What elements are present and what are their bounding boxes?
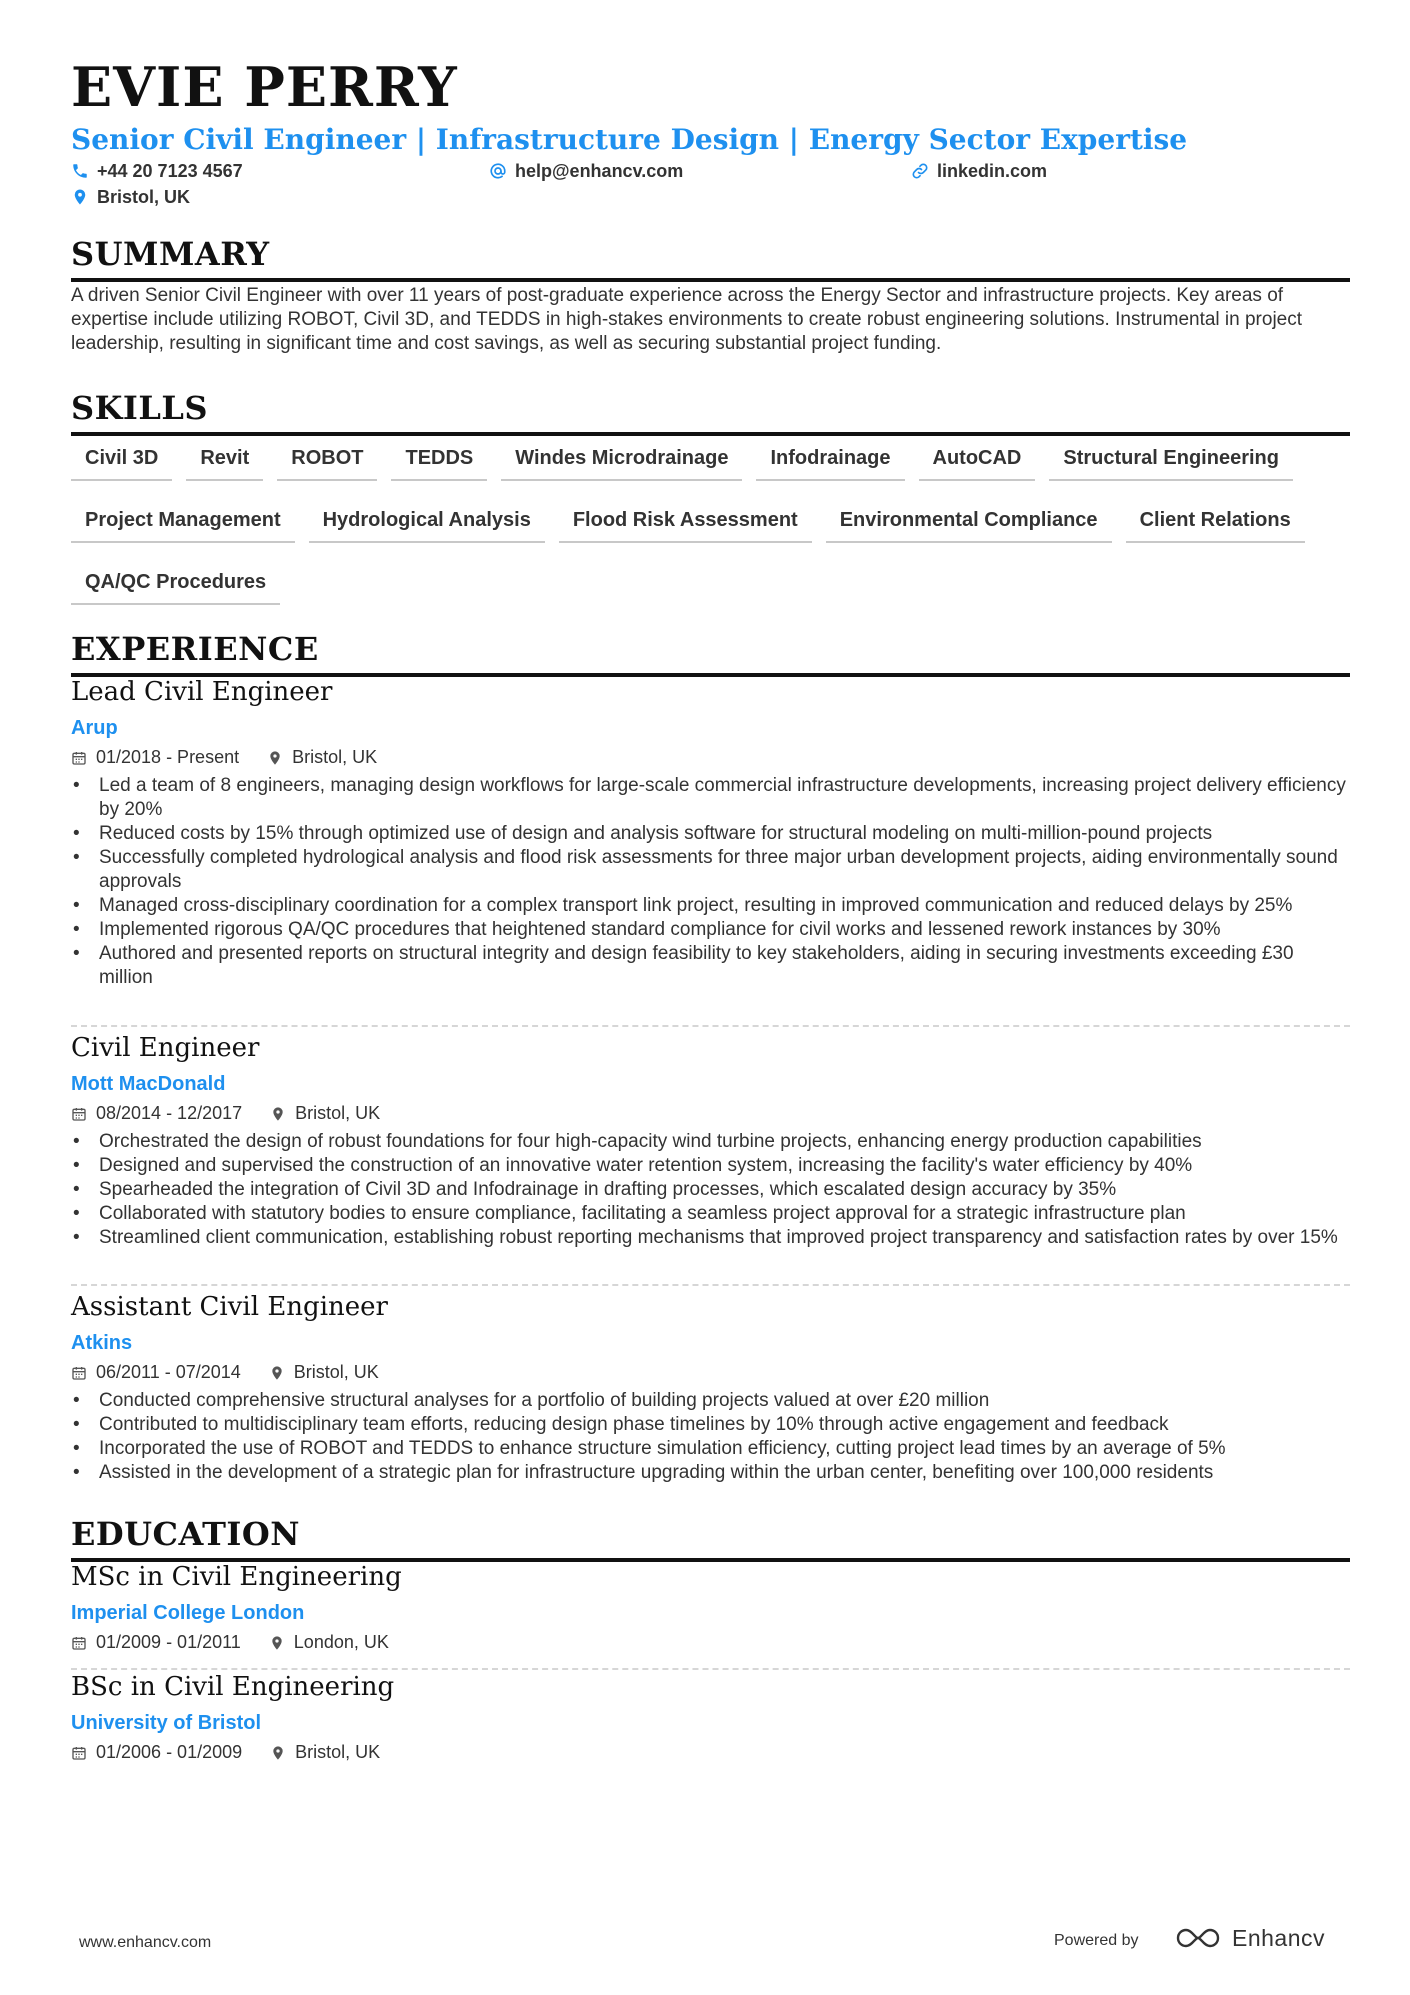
- bullet-item: • Implemented rigorous QA/QC procedures that heightened standard compliance for civil works and lessened rework instances by 30%: [71, 918, 1350, 942]
- bullet-item: • Managed cross-disciplinary coordination for a complex transport link project, resulting in improved communication and reduced delays by 25%: [71, 894, 1350, 918]
- education-location: London, UK: [293, 1632, 389, 1653]
- headline: Senior Civil Engineer | Infrastructure Design | Energy Sector Expertise: [71, 123, 1188, 156]
- education-meta: [71, 1742, 1350, 1764]
- calendar-icon: [71, 1745, 87, 1761]
- job-entry: [71, 677, 1350, 990]
- entry-divider: [71, 1668, 1350, 1670]
- linkedin-text: linkedin.com: [937, 161, 1048, 181]
- bullet-item: • Contributed to multidisciplinary team efforts, reducing design phase timelines by 10% through active engagement and feedback: [71, 1413, 1350, 1437]
- job-entry: [71, 1033, 1350, 1250]
- skill-tag: Client Relations: [1126, 502, 1305, 543]
- skill-tag: Structural Engineering: [1049, 440, 1293, 481]
- candidate-name: EVIE PERRY: [71, 55, 458, 119]
- job-dates: 08/2014 - 12/2017: [96, 1103, 243, 1124]
- brand-logo[interactable]: [1174, 1924, 1325, 1952]
- job-title: Assistant Civil Engineer: [71, 1292, 388, 1322]
- skill-tag: Flood Risk Assessment: [559, 502, 812, 543]
- job-title: Civil Engineer: [71, 1033, 260, 1063]
- powered-by-label: Powered by: [1054, 1932, 1139, 1949]
- location-pin-icon: [269, 1365, 285, 1381]
- job-bullets: [71, 1389, 1350, 1485]
- skill-tag: QA/QC Procedures: [71, 564, 280, 605]
- phone-icon: [71, 162, 89, 180]
- location-pin-icon: [269, 1635, 285, 1651]
- email-text: help@enhancv.com: [515, 161, 684, 181]
- job-bullets: [71, 774, 1350, 990]
- job-dates: 06/2011 - 07/2014: [96, 1362, 241, 1383]
- skill-tag: Project Management: [71, 502, 295, 543]
- bullet-item: • Streamlined client communication, establishing robust reporting mechanisms that improved project transparency and satisfaction rates by over 15%: [71, 1226, 1350, 1250]
- bullet-item: • Spearheaded the integration of Civil 3D and Infodrainage in drafting processes, which escalated design accuracy by 35%: [71, 1178, 1350, 1202]
- bullet-item: • Orchestrated the design of robust foundations for four high-capacity wind turbine projects, enhancing energy production capabilities: [71, 1130, 1350, 1154]
- link-icon: [911, 162, 929, 180]
- contact-location: [71, 188, 190, 206]
- education-entry: [71, 1562, 1350, 1654]
- footer-url[interactable]: www.enhancv.com: [79, 1934, 212, 1951]
- job-location: Bristol, UK: [292, 747, 378, 768]
- skills-list: [71, 440, 1350, 605]
- degree-title: BSc in Civil Engineering: [71, 1672, 395, 1702]
- location-text: Bristol, UK: [97, 187, 191, 207]
- entry-divider: [71, 1284, 1350, 1286]
- education-dates: 01/2006 - 01/2009: [96, 1742, 243, 1763]
- bullet-item: • Assisted in the development of a strategic plan for infrastructure upgrading within the urban center, benefiting over 100,000 residents: [71, 1461, 1350, 1485]
- bullet-item: • Authored and presented reports on structural integrity and design feasibility to key stakeholders, aiding in securing investments exceeding £30 million: [71, 942, 1350, 990]
- calendar-icon: [71, 1106, 87, 1122]
- bullet-item: • Collaborated with statutory bodies to ensure compliance, facilitating a seamless project approval for a strategic infrastructure plan: [71, 1202, 1350, 1226]
- calendar-icon: [71, 750, 87, 766]
- bullet-item: • Successfully completed hydrological analysis and flood risk assessments for three major urban development projects, aiding environmentally sound approvals: [71, 846, 1350, 894]
- summary-text: A driven Senior Civil Engineer with over 11 years of post-graduate experience across the Energy Sector and infrastructure projects. Key areas of expertise include utilizing ROBOT, Civil 3D, and TEDDS in high-stakes environments to create robust engineering solutions. Instrumental in project leadership, resulting in significant time and cost savings, as well as securing substantial project funding.: [71, 285, 1303, 354]
- enhancv-logo-icon: [1174, 1924, 1222, 1952]
- summary-heading: SUMMARY: [71, 238, 1350, 282]
- skill-tag: AutoCAD: [919, 440, 1036, 481]
- company-name: Arup: [71, 717, 118, 740]
- at-icon: [489, 162, 507, 180]
- location-pin-icon: [270, 1745, 286, 1761]
- education-entry: [71, 1672, 1350, 1764]
- education-dates: 01/2009 - 01/2011: [96, 1632, 241, 1653]
- skill-tag: Infodrainage: [756, 440, 904, 481]
- education-heading: EDUCATION: [71, 1518, 1350, 1562]
- job-location: Bristol, UK: [295, 1103, 381, 1124]
- job-entry: [71, 1292, 1350, 1485]
- job-dates: 01/2018 - Present: [96, 747, 240, 768]
- calendar-icon: [71, 1365, 87, 1381]
- bullet-item: • Led a team of 8 engineers, managing design workflows for large-scale commercial infrastructure developments, increasing project delivery efficiency by 20%: [71, 774, 1350, 822]
- job-meta: [71, 1362, 1350, 1384]
- school-name: Imperial College London: [71, 1602, 305, 1625]
- job-location: Bristol, UK: [293, 1362, 379, 1383]
- skill-tag: Environmental Compliance: [826, 502, 1112, 543]
- skill-tag: Revit: [186, 440, 263, 481]
- school-name: University of Bristol: [71, 1712, 262, 1735]
- company-name: Mott MacDonald: [71, 1073, 226, 1096]
- job-meta: [71, 747, 1350, 769]
- contact-email[interactable]: [489, 162, 683, 180]
- bullet-item: • Designed and supervised the construction of an innovative water retention system, increasing the facility's water efficiency by 40%: [71, 1154, 1350, 1178]
- skill-tag: TEDDS: [391, 440, 487, 481]
- job-meta: [71, 1103, 1350, 1125]
- bullet-item: • Conducted comprehensive structural analyses for a portfolio of building projects valued at over £20 million: [71, 1389, 1350, 1413]
- education-meta: [71, 1632, 1350, 1654]
- job-title: Lead Civil Engineer: [71, 677, 333, 707]
- entry-divider: [71, 1025, 1350, 1027]
- calendar-icon: [71, 1635, 87, 1651]
- contact-linkedin[interactable]: [911, 162, 1047, 180]
- skill-tag: ROBOT: [277, 440, 377, 481]
- skills-heading: SKILLS: [71, 392, 1350, 436]
- skill-tag: Civil 3D: [71, 440, 172, 481]
- company-name: Atkins: [71, 1332, 133, 1355]
- location-pin-icon: [71, 188, 89, 206]
- experience-heading: EXPERIENCE: [71, 633, 1350, 677]
- skill-tag: Hydrological Analysis: [309, 502, 545, 543]
- brand-name: Enhancv: [1232, 1924, 1326, 1951]
- degree-title: MSc in Civil Engineering: [71, 1562, 402, 1592]
- bullet-item: • Reduced costs by 15% through optimized use of design and analysis software for structural modeling on multi-million-pound projects: [71, 822, 1350, 846]
- location-pin-icon: [267, 750, 283, 766]
- education-location: Bristol, UK: [295, 1742, 381, 1763]
- bullet-item: • Incorporated the use of ROBOT and TEDDS to enhance structure simulation efficiency, cutting project lead times by an average of 5%: [71, 1437, 1350, 1461]
- location-pin-icon: [270, 1106, 286, 1122]
- job-bullets: [71, 1130, 1350, 1250]
- skill-tag: Windes Microdrainage: [501, 440, 742, 481]
- contact-phone[interactable]: [71, 162, 243, 180]
- phone-text: +44 20 7123 4567: [97, 161, 243, 181]
